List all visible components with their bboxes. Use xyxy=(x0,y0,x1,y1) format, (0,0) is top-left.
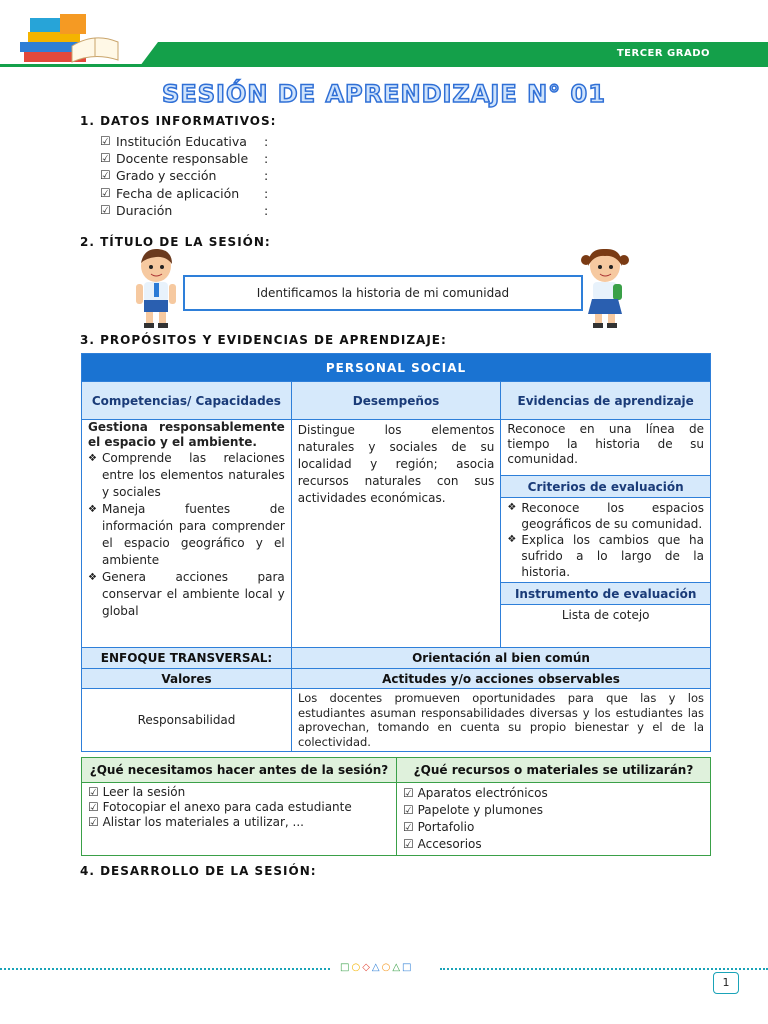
books-illustration xyxy=(14,12,124,67)
capacidad-item: ❖ Maneja fuentes de información para comprender el espacio geográfico y el ambiente xyxy=(88,501,285,569)
col-desempenos: Desempeños xyxy=(291,382,501,420)
checkbox-icon: ☑ xyxy=(100,134,111,148)
competencia-text: Gestiona responsablemente el espacio y el ambiente. xyxy=(88,420,285,449)
grade-label: TERCER GRADO xyxy=(616,48,710,59)
competencias-cell xyxy=(82,420,292,649)
checkbox-icon: ☑ xyxy=(403,786,414,800)
page-title: SESIÓN DE APRENDIZAJE N° 01 xyxy=(162,80,606,108)
section-4-title: 4. DESARROLLO DE LA SESIÓN: xyxy=(80,864,317,878)
instrumento-cell: Lista de cotejo xyxy=(501,605,711,649)
antes-item: ☑ Leer la sesión xyxy=(88,785,186,799)
capacidad-item: ❖ Genera acciones para conservar el ambiente local y global xyxy=(88,569,285,620)
session-title: Identificamos la historia de mi comunidad xyxy=(256,286,510,300)
checkbox-icon: ☑ xyxy=(88,785,99,799)
info-item: ☑ Duración : xyxy=(100,202,269,218)
col-recursos: ¿Qué recursos o materiales se utilizarán? xyxy=(397,758,711,783)
evidencia-cell: Reconoce en una línea de tiempo la historia de su comunidad. xyxy=(501,420,711,476)
antes-item: ☑ Fotocopiar el anexo para cada estudiante xyxy=(88,800,352,814)
header-line xyxy=(0,64,768,67)
antes-item: ☑ Alistar los materiales a utilizar, ... xyxy=(88,815,304,829)
girl-illustration xyxy=(580,246,630,330)
info-item: ☑ Grado y sección : xyxy=(100,168,269,184)
page-number: 1 xyxy=(713,972,739,994)
recurso-item: ☑ Papelote y plumones xyxy=(403,803,543,817)
enfoque-value: Orientación al bien común xyxy=(292,648,711,669)
session-title-box xyxy=(183,275,583,311)
col-actitudes: Actitudes y/o acciones observables xyxy=(292,669,711,689)
checkbox-icon: ☑ xyxy=(88,800,99,814)
criterios-cell xyxy=(501,498,711,583)
checkbox-icon: ☑ xyxy=(100,168,111,183)
valor-cell: Responsabilidad xyxy=(82,689,292,752)
info-item: ☑ Institución Educativa : xyxy=(100,134,269,149)
actitud-cell: Los docentes promueven oportunidades para que las y los estudiantes asuman responsabilidades diversas y los estudiantes las aprovechan, tomando en cuenta su propio bienestar y el de la colectividad. xyxy=(292,689,711,752)
recurso-item: ☑ Accesorios xyxy=(403,837,482,851)
boy-illustration xyxy=(132,246,182,330)
footer-shapes: □○◇△○△□ xyxy=(340,962,414,973)
info-item: ☑ Docente responsable : xyxy=(100,151,269,167)
capacidad-item: ❖ Comprende las relaciones entre los elementos naturales y sociales xyxy=(88,450,285,501)
checkbox-icon: ☑ xyxy=(403,837,414,851)
section-1-title: 1. DATOS INFORMATIVOS: xyxy=(80,114,277,128)
footer-dots-left xyxy=(0,968,330,970)
enfoque-label: ENFOQUE TRANSVERSAL: xyxy=(82,648,292,669)
recurso-item: ☑ Portafolio xyxy=(403,820,475,834)
criterio-item: ❖ Reconoce los espacios geográficos de su comunidad. xyxy=(507,500,704,532)
instrumento-header: Instrumento de evaluación xyxy=(501,583,711,605)
checkbox-icon: ☑ xyxy=(403,803,414,817)
recursos-cell xyxy=(397,783,711,856)
checkbox-icon: ☑ xyxy=(100,185,111,200)
section-2-title: 2. TÍTULO DE LA SESIÓN: xyxy=(80,235,271,249)
section-3-title: 3. PROPÓSITOS Y EVIDENCIAS DE APRENDIZAJE: xyxy=(80,333,447,347)
desempeno-cell: Distingue los elementos naturales y sociales de su localidad y región; asocia recursos naturales con sus actividades económicas. xyxy=(291,420,501,649)
checkbox-icon: ☑ xyxy=(403,820,414,834)
criterio-item: ❖ Explica los cambios que ha sufrido a lo largo de la historia. xyxy=(507,532,704,580)
info-list xyxy=(100,133,268,219)
enfoque-table xyxy=(81,647,711,752)
criterios-header: Criterios de evaluación xyxy=(501,476,711,498)
col-competencias: Competencias/ Capacidades xyxy=(82,382,292,420)
checkbox-icon: ☑ xyxy=(100,151,111,166)
footer-dots-right xyxy=(440,968,768,970)
col-valores: Valores xyxy=(82,669,292,689)
col-evidencias: Evidencias de aprendizaje xyxy=(501,382,711,420)
purposes-table xyxy=(81,353,711,649)
area-header: PERSONAL SOCIAL xyxy=(82,354,711,382)
antes-cell xyxy=(82,783,397,856)
recurso-item: ☑ Aparatos electrónicos xyxy=(403,786,548,800)
col-antes: ¿Qué necesitamos hacer antes de la sesión? xyxy=(82,758,397,783)
info-item: ☑ Fecha de aplicación : xyxy=(100,185,269,201)
preparation-table xyxy=(81,757,711,856)
checkbox-icon: ☑ xyxy=(100,202,111,217)
checkbox-icon: ☑ xyxy=(88,815,99,829)
